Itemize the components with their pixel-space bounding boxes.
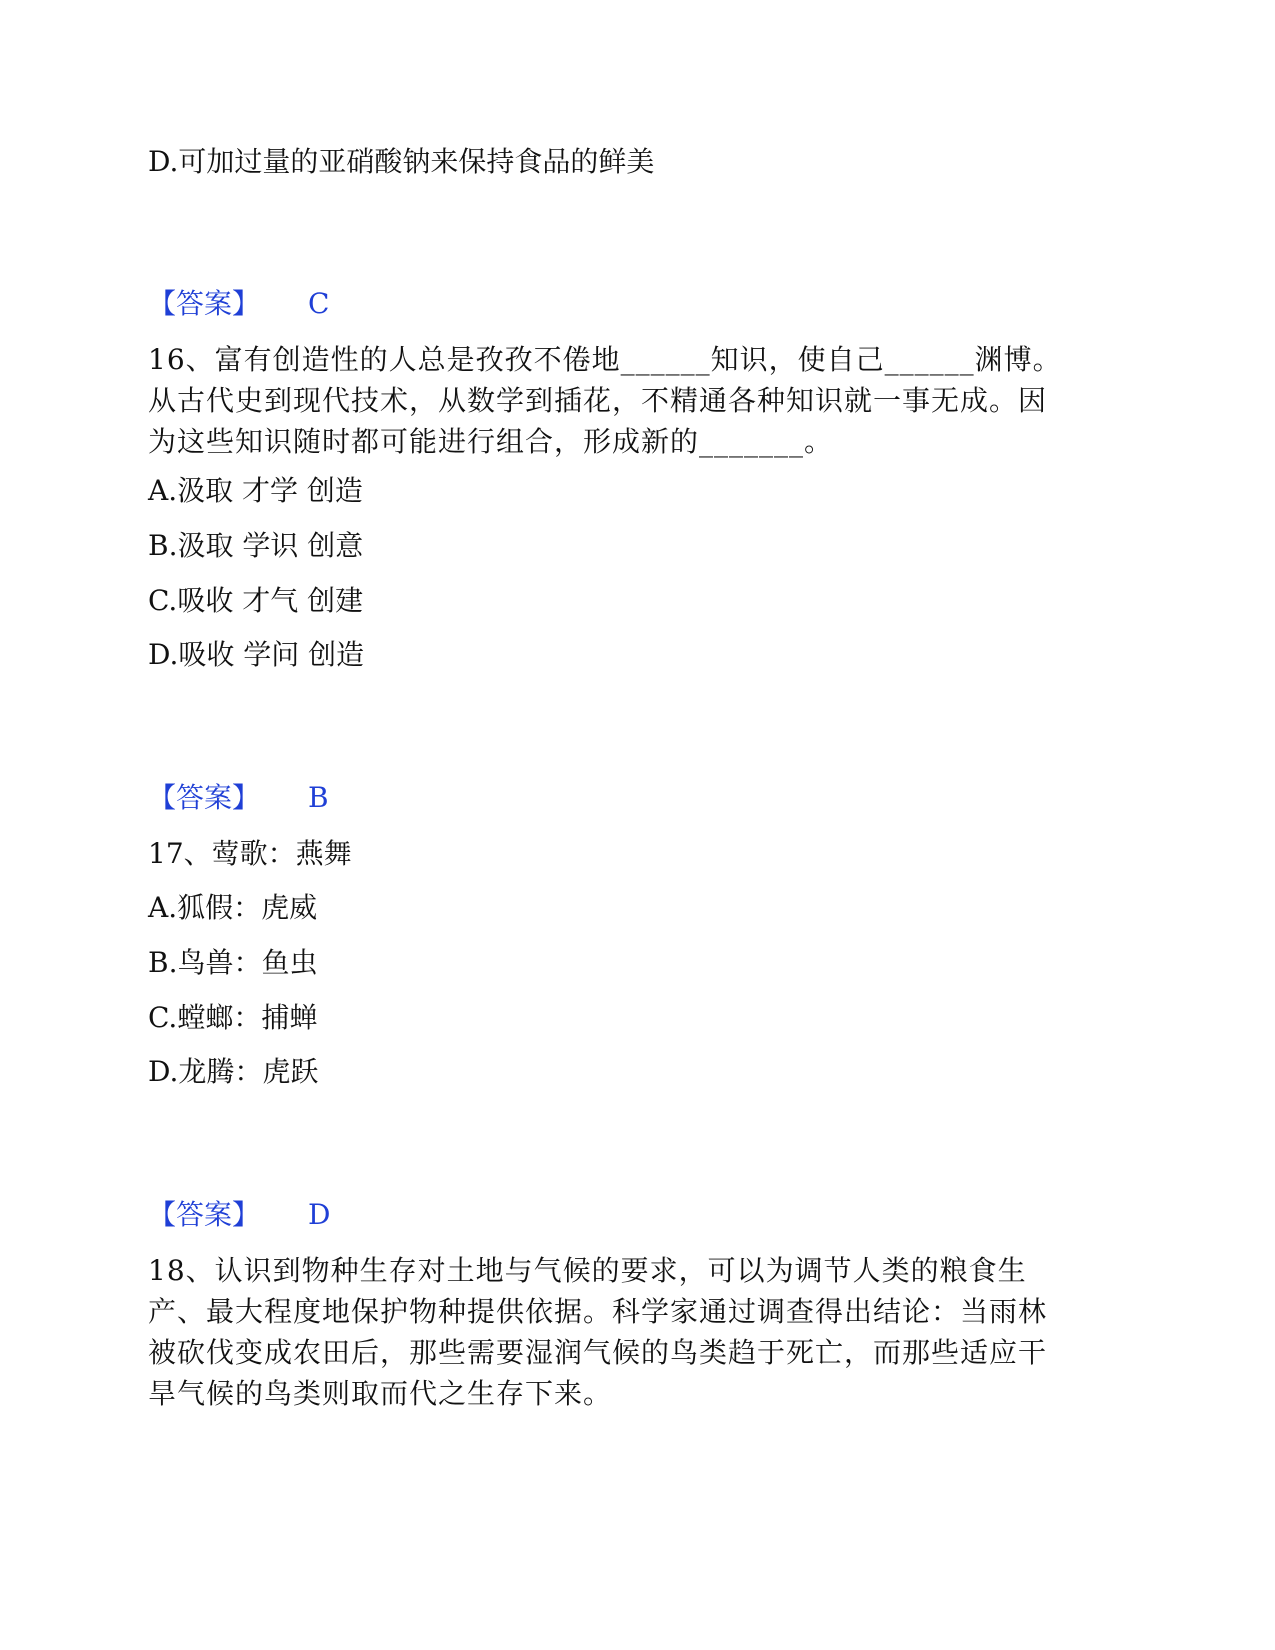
q17-answer-row [148, 1198, 330, 1232]
q16-option-b: B.汲取 学识 创意 [148, 529, 364, 562]
q15-answer-row [148, 287, 329, 321]
q16-option-d: D.吸收 学问 创造 [148, 638, 365, 671]
q17-option-d: D.龙腾：虎跃 [148, 1055, 319, 1088]
q16-option-c: C.吸收 才气 创建 [148, 584, 364, 617]
q17-option-c: C.螳螂：捕蝉 [148, 1001, 318, 1034]
q15-option-d: D.可加过量的亚硝酸钠来保持食品的鲜美 [148, 145, 655, 178]
q17-stem: 17、莺歌：燕舞 [148, 837, 352, 870]
answer-value: B [308, 781, 329, 814]
answer-label: 【答案】 [148, 287, 261, 320]
answer-value: D [308, 1198, 331, 1231]
q16-answer-row [148, 781, 329, 815]
answer-value: C [308, 287, 330, 320]
q18-stem: 18、认识到物种生存对土地与气候的要求，可以为调节人类的粮食生产、最大程度地保护物种提供依据。科学家通过调查得出结论：当雨林被砍伐变成农田后，那些需要湿润气候的鸟类趋于死亡，而那些适应干旱气候的鸟类则取而代之生存下来。 [148, 1254, 1048, 1410]
answer-label: 【答案】 [148, 1198, 261, 1231]
q16-stem: 16、富有创造性的人总是孜孜不倦地______知识，使自己______渊博。从古代史到现代技术，从数学到插花，不精通各种知识就一事无成。因为这些知识随时都可能进行组合，形成新的_______。 [148, 343, 1062, 458]
q16-option-a: A.汲取 才学 创造 [148, 474, 363, 507]
q17-option-b: B.鸟兽：鱼虫 [148, 946, 318, 979]
answer-label: 【答案】 [148, 781, 261, 814]
q17-option-a: A.狐假：虎威 [148, 891, 318, 924]
